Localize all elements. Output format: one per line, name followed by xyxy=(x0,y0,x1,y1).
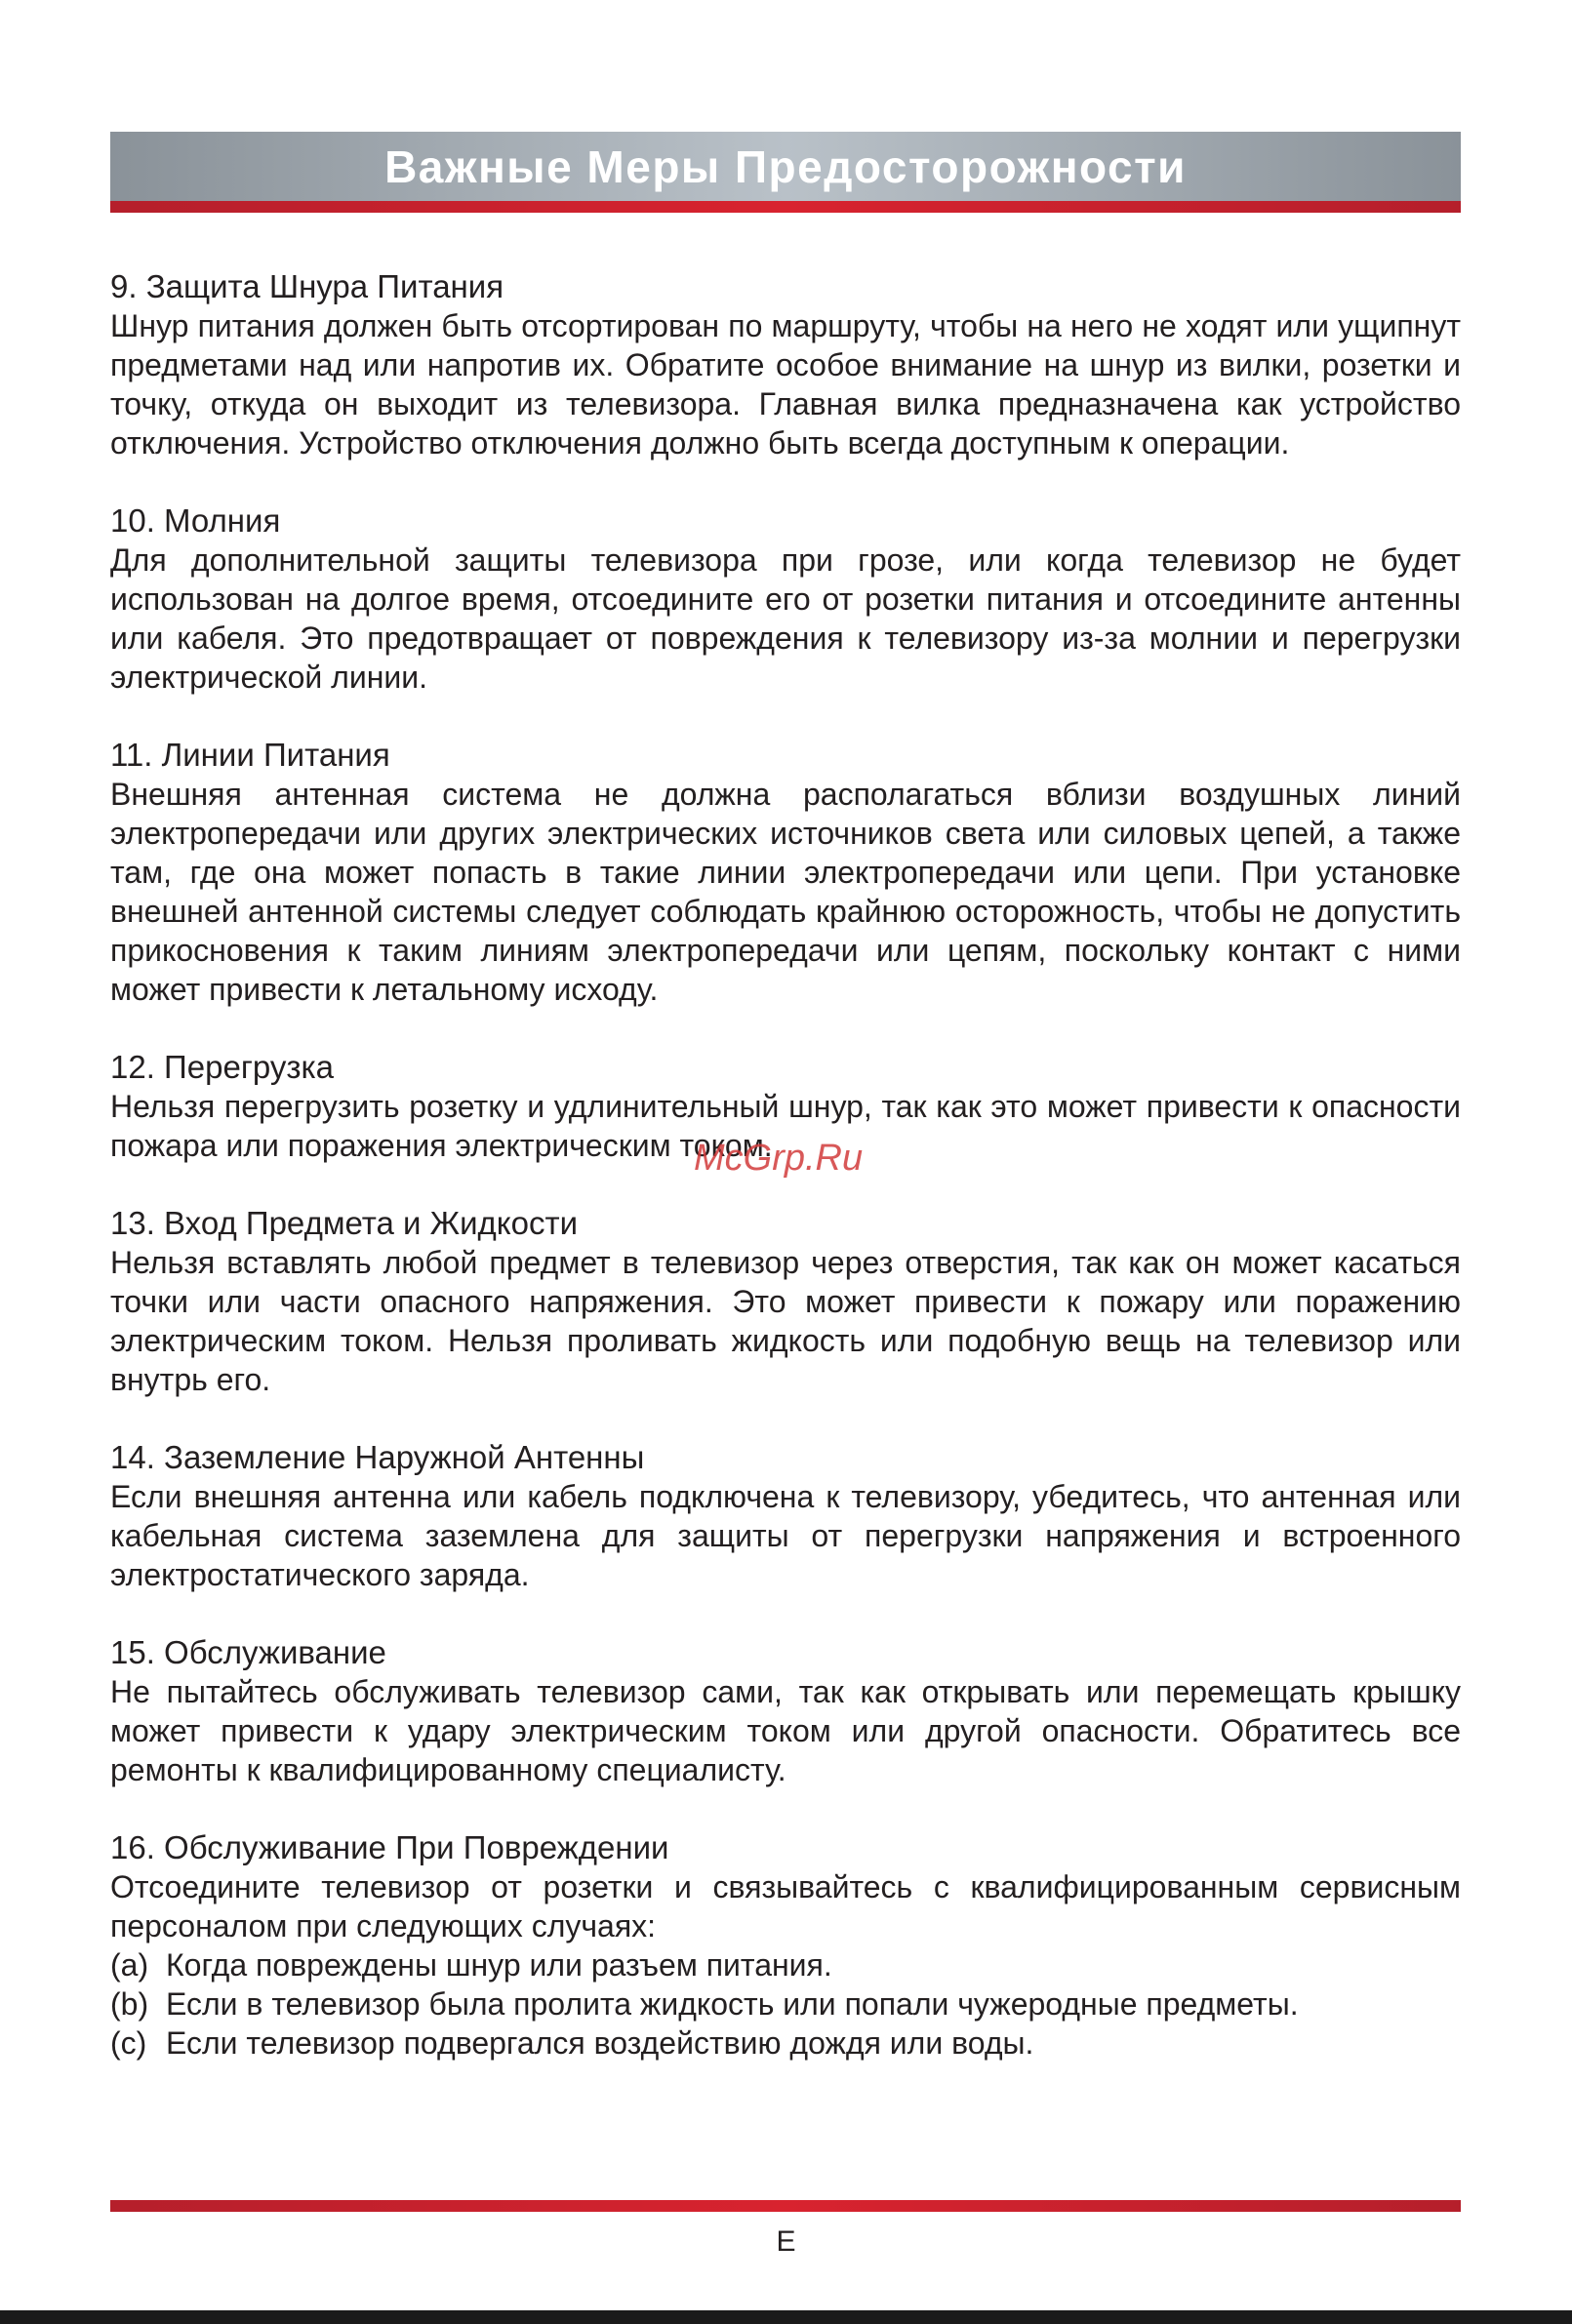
section-lightning xyxy=(110,501,1461,697)
list-marker: (b) xyxy=(110,1986,149,2022)
section-damage-servicing xyxy=(110,1828,1461,2063)
page-number: E xyxy=(776,2225,796,2258)
page-bottom-edge xyxy=(0,2310,1572,2324)
section-body: Нельзя вставлять любой предмет в телевизор через отверстия, так как он может касаться точки или части опасного напряжения. Это может привести к пожару или поражению электрическим током. Нельзя проливать жидкость или подобную вещь на телевизор или внутрь его. xyxy=(110,1245,1461,1397)
section-body: Если внешняя антенна или кабель подключена к телевизору, убедитесь, что антенная или кабельная система заземлена для защиты от перегрузки напряжения и встроенного электростатического заряда. xyxy=(110,1479,1461,1592)
section-body: Не пытайтесь обслуживать телевизор сами, так как открывать или перемещать крышку может привести к удару электрическим током или другой опасности. Обратитесь все ремонты к квалифицированному специалисту. xyxy=(110,1674,1461,1787)
list-text: Если телевизор подвергался воздействию дождя или воды. xyxy=(166,2025,1034,2061)
section-heading: 12. Перегрузка xyxy=(110,1049,334,1085)
section-antenna-grounding xyxy=(110,1438,1461,1594)
damage-cases-list xyxy=(110,1945,1461,2063)
list-item xyxy=(110,1984,1461,2023)
section-body: Внешняя антенная система не должна располагаться вблизи воздушных линий электропередачи или других электрических источников света или силовых цепей, а также там, где она может попасть в такие линии электропередачи или цепи. При установке внешней антенной системы следует соблюдать крайнюю осторожность, чтобы не допустить прикосновения к таким линиям электропередачи или цепям, поскольку контакт с ними может привести к летальному исходу. xyxy=(110,777,1461,1007)
section-body: Шнур питания должен быть отсортирован по маршруту, чтобы на него не ходят или ущипнут предметами над или напротив их. Обратите особое внимание на шнур из вилки, розетки и точку, откуда он выходит из телевизора. Главная вилка предназначена как устройство отключения. Устройство отключения должно быть всегда доступным к операции. xyxy=(110,308,1461,461)
list-text: Если в телевизор была пролита жидкость или попали чужеродные предметы. xyxy=(166,1986,1299,2022)
section-heading: 14. Заземление Наружной Антенны xyxy=(110,1439,645,1475)
section-object-liquid-entry xyxy=(110,1204,1461,1399)
section-heading: 16. Обслуживание При Повреждении xyxy=(110,1829,669,1865)
list-marker: (a) xyxy=(110,1947,149,1983)
section-heading: 11. Линии Питания xyxy=(110,737,390,773)
section-heading: 9. Защита Шнура Питания xyxy=(110,268,504,304)
list-item xyxy=(110,1945,1461,1984)
page-title: Важные Меры Предосторожности xyxy=(384,140,1187,192)
list-item xyxy=(110,2023,1461,2063)
section-power-cord-protection xyxy=(110,267,1461,462)
footer-red-rule xyxy=(110,2200,1461,2212)
section-body: Нельзя перегрузить розетку и удлинительный шнур, так как это может привести к опасности пожара или поражения электрическим током. xyxy=(110,1089,1461,1163)
section-heading: 10. Молния xyxy=(110,502,281,539)
watermark: McGrp.Ru xyxy=(694,1138,864,1179)
list-text: Когда повреждены шнур или разъем питания. xyxy=(166,1947,832,1983)
section-body: Отсоедините телевизор от розетки и связывайтесь с квалифицированным сервисным персоналом при следующих случаях: xyxy=(110,1869,1461,1943)
document-content xyxy=(110,267,1461,2102)
section-body: Для дополнительной защиты телевизора при грозе, или когда телевизор не будет использован на долгое время, отсоедините его от розетки питания и отсоедините антенны или кабеля. Это предотвращает от повреждения к телевизору из-за молнии и перегрузки электрической линии. xyxy=(110,542,1461,695)
section-overload xyxy=(110,1048,1461,1165)
header-red-rule xyxy=(110,201,1461,213)
section-heading: 15. Обслуживание xyxy=(110,1634,386,1670)
section-heading: 13. Вход Предмета и Жидкости xyxy=(110,1205,578,1241)
header-bar xyxy=(110,132,1461,201)
list-marker: (c) xyxy=(110,2025,147,2061)
section-servicing xyxy=(110,1633,1461,1789)
section-power-lines xyxy=(110,736,1461,1009)
